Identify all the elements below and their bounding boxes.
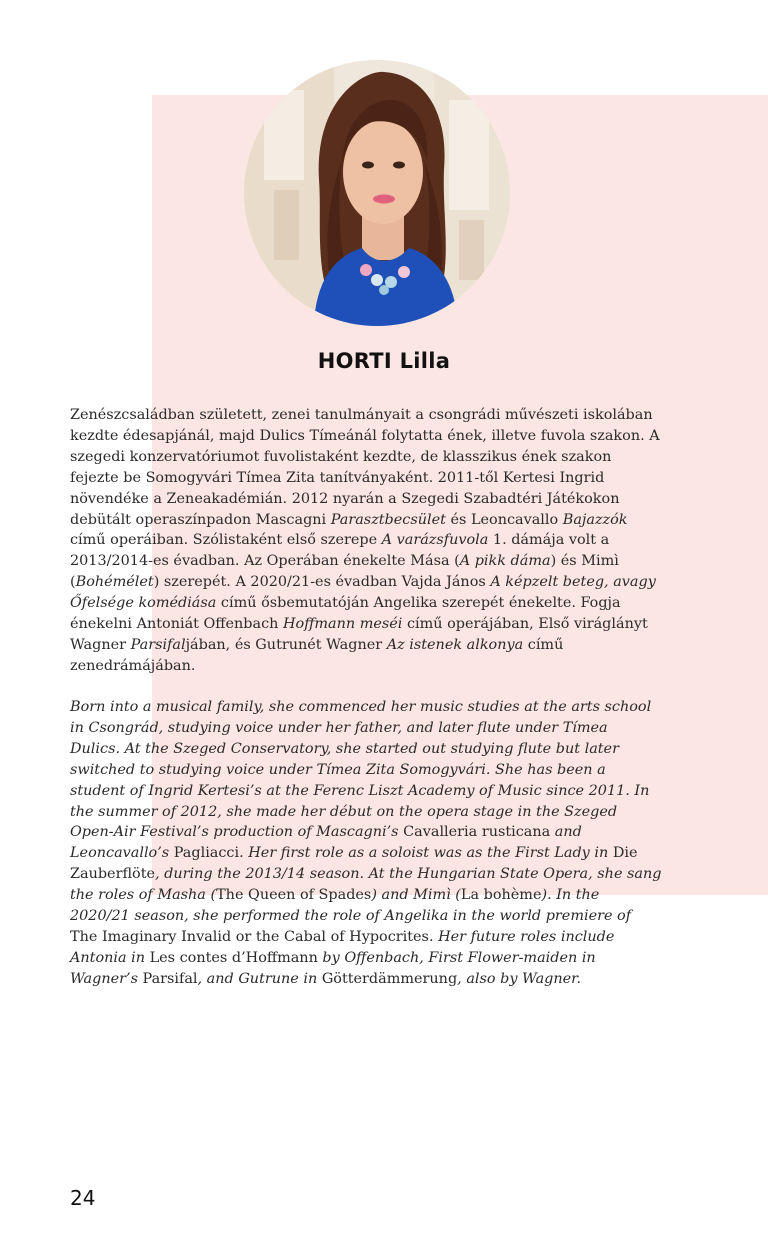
bio-en-text-run: Pagliacci — [173, 845, 240, 862]
bio-hu-text-run: 1. dámája volt a 2013/2014-es évadban. Az Operában énekelte Mása ( — [70, 532, 610, 570]
performer-name — [0, 349, 768, 373]
bio-hu-text-run: A pikk dáma — [459, 553, 551, 570]
bio-en-text-run: ) and Mimì ( — [371, 887, 461, 904]
biography-hungarian — [70, 405, 662, 677]
bio-en-text-run: La bohème — [460, 887, 542, 904]
bio-en-text-run: The Imaginary Invalid or the Cabal of Hypocrites — [70, 928, 429, 945]
bio-en-text-run: Born into a musical family, she commenced her music studies at the arts school in Csongrád, studying voice under her father, and later flute under Tímea Dulics. At the Szeged Conservatory, she started out studying flute but later switched to studying voice under Tímea Zita Somogyvári. She has been a student of Ingrid Kertesi’s at the Ferenc Liszt Academy of Music since 2011. In the summer of 2012, she made her début on the opera stage in the Szeged Open-Air Festival’s production of Mascagni’s — [70, 699, 652, 841]
bio-hu-text-run: című zenedrámájában. — [70, 636, 564, 674]
bio-hu-text-run: jában, és Gutrunét Wagner — [185, 636, 387, 653]
bio-hu-text-run: A varázsfuvola — [381, 532, 489, 549]
bio-en-text-run: . Her future roles include Antonia in — [70, 928, 615, 966]
portrait-illustration — [244, 60, 510, 326]
bio-en-text-run: , during the 2013/14 season. At the Hungarian State Opera, she sang the roles of Masha ( — [70, 866, 662, 904]
bio-hu-text-run: Zenészcsaládban született, zenei tanulmányait a csongrádi művészeti iskolában kezdte édesapjánál, majd Dulics Tímeánál folytatta ének, illetve fuvola szakon. A szegedi konzervatóriumot fuvolistaként kezdte, de klasszikus ének szakon fejezte be Somogyvári Tímea Zita tanítványaként. 2011-től Kertesi Ingrid növendéke a Zeneakadémián. 2012 nyarán a Szegedi Szabadtéri Játékokon debütált operaszínpadon Mascagni — [70, 407, 660, 528]
bio-en-text-run: by Offenbach, First Flower-maiden in Wagner’s — [70, 949, 596, 987]
biography-english — [70, 697, 662, 990]
bio-hu-text-run: Az istenek alkonya — [386, 636, 524, 653]
bio-hu-text-run: Parasztbecsület — [330, 511, 446, 528]
bio-en-text-run: Parsifal — [142, 970, 198, 987]
bio-en-text-run: Cavalleria rusticana — [403, 824, 551, 841]
bio-en-text-run: . Her first role as a soloist was as the First Lady in — [239, 845, 613, 862]
portrait-photo — [244, 60, 510, 326]
bio-hu-text-run: Hoffmann meséi — [283, 616, 403, 633]
bio-en-text-run: Die Zauberflöte — [70, 845, 638, 883]
bio-hu-text-run: című operájában, Első viráglányt Wagner — [70, 616, 648, 653]
bio-hu-text-run: című operáiban. Szólistaként első szerepe — [70, 532, 382, 549]
bio-en-text-run: Les contes d’Hoffmann — [149, 949, 318, 966]
bio-en-text-run: , also by Wagner. — [457, 970, 582, 987]
bio-en-text-run: and Leoncavallo’s — [70, 824, 582, 862]
bio-hu-text-run: és Leoncavallo — [445, 511, 563, 528]
bio-en-text-run: Götterdämmerung — [321, 970, 458, 987]
bio-hu-text-run: Parsifal — [130, 636, 186, 653]
bio-hu-text-run: Bajazzók — [562, 511, 628, 528]
bio-hu-text-run: ) és Mimì ( — [70, 553, 619, 591]
bio-hu-text-run: Bohémélet — [75, 574, 154, 591]
performer-name-text: HORTI Lilla — [317, 349, 451, 373]
bio-en-text-run: The Queen of Spades — [216, 887, 372, 904]
bio-hu-text-run: című ősbemutatóján Angelika szerepét énekelte. Fogja énekelni Antoniát Offenbach — [70, 595, 621, 633]
bio-hu-text-run: A képzelt beteg, avagy Őfelsége komédiása — [70, 574, 656, 612]
page-number: 24 — [70, 1186, 96, 1210]
bio-hu-text-run: ) szerepét. A 2020/21-es évadban Vajda János — [153, 574, 491, 591]
bio-en-text-run: , and Gutrune in — [197, 970, 322, 987]
bio-en-text-run: ). In the 2020/21 season, she performed the role of Angelika in the world premiere of — [70, 887, 632, 925]
